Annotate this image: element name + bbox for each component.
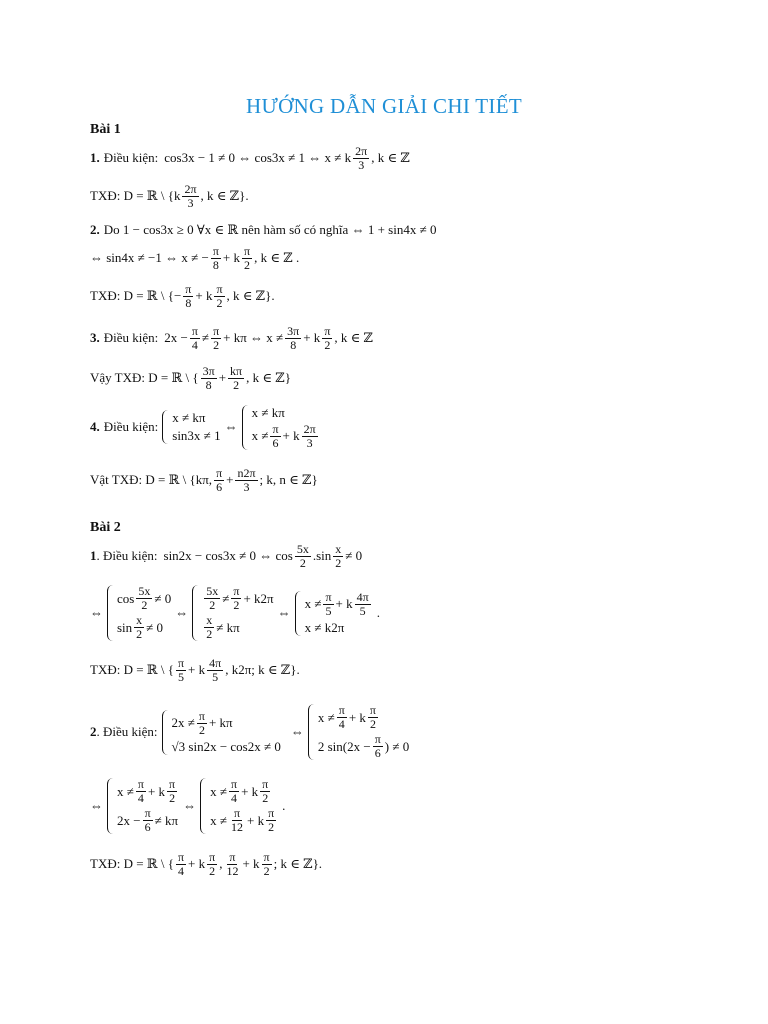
math-expr: TXĐ: D = ℝ \ {k [90, 188, 181, 203]
page-title: HƯỚNG DẪN GIẢI CHI TIẾT [246, 94, 522, 118]
equivalence-arrow: ⇔ [175, 605, 189, 620]
condition-label: Điều kiện: [103, 330, 159, 345]
equation-system: x ≠ kπ x ≠ $\frac{\pi}{6}$ + k $\frac{2\pi}{3}$ [242, 405, 320, 450]
math-expr: , k ∈ ℤ} [246, 370, 291, 385]
equation-system: x ≠ kπ sin3x ≠ 1 [162, 410, 220, 444]
fraction: $\frac{\pi}{4}$ [191, 323, 198, 352]
equation-system: 2x ≠ $\frac{\pi}{2}$ + kπ √3 sin2x − cos2x ≠ 0 [162, 710, 281, 755]
math-expr: , [219, 856, 223, 871]
condition-label: Điều kiện: [103, 419, 159, 434]
item-number: 4. [90, 419, 100, 434]
fraction: $\frac{x}{2}$ [335, 541, 342, 570]
math-expr: ; k, n ∈ ℤ} [259, 472, 318, 487]
bai1-line-8 [90, 400, 324, 454]
math-expr: Vậy TXĐ: D = ℝ \ { [90, 370, 199, 385]
fraction: $\frac{3\pi}{8}$ [287, 323, 300, 352]
item-number: 1. [90, 150, 100, 165]
math-expr: ≠ 0 [345, 548, 363, 563]
math-expr: , k ∈ ℤ}. [200, 188, 249, 203]
math-expr: + k [188, 856, 206, 871]
item-number: 1 [90, 548, 97, 563]
period: . [376, 605, 380, 620]
math-expr: , k ∈ ℤ [371, 150, 410, 165]
section-heading-bai-1: Bài 1 [90, 122, 121, 137]
fraction: $\frac{\pi}{2}$ [244, 243, 251, 272]
equivalence-arrow: ⇔ [183, 798, 197, 813]
math-expr: + k [303, 330, 321, 345]
math-expr: ; k ∈ ℤ}. [273, 856, 323, 871]
equivalence-arrow: ⇔ [90, 798, 103, 813]
bai2-line-6 [90, 844, 322, 884]
fraction: $\frac{\pi}{2}$ [324, 323, 331, 352]
bai1-line-6 [90, 318, 373, 358]
math-expr: cos3x − 1 ≠ 0 ⇔ cos3x ≠ 1 ⇔ x ≠ k [164, 150, 352, 165]
fraction: $\frac{3\pi}{8}$ [202, 363, 215, 392]
bai1-line-5 [90, 276, 275, 316]
bai2-line-4 [90, 700, 413, 764]
fraction: $\frac{\pi}{8}$ [212, 243, 219, 272]
period: . [282, 798, 286, 813]
condition-label: Điều kiện: [103, 150, 159, 165]
math-expr: + k [188, 662, 206, 677]
fraction: $\frac{\pi}{4}$ [177, 849, 185, 878]
math-expr: TXĐ: D = ℝ \ {− [90, 288, 182, 303]
condition-label: . Điều kiện: [96, 548, 158, 563]
fraction: $\frac{n2\pi}{3}$ [237, 465, 256, 494]
math-expr: + k [242, 856, 260, 871]
math-expr: TXĐ: D = ℝ \ { [90, 856, 174, 871]
math-expr: ⇔ sin4x ≠ −1 ⇔ x ≠ − [90, 250, 209, 265]
fraction: $\frac{\pi}{6}$ [216, 465, 223, 494]
equivalence-arrow: ⇔ [277, 605, 291, 620]
condition-label: . Điều kiện: [96, 724, 158, 739]
equivalence-arrow: ⇔ [90, 605, 103, 620]
math-expr: TXĐ: D = ℝ \ { [90, 662, 174, 677]
math-expr: , k ∈ ℤ}. [226, 288, 275, 303]
equation-system: x ≠ $\frac{\pi}{4}$ + k $\frac{\pi}{2}$ x ≠ $\frac{\pi}{12}$ + k $\frac{\pi}{2}$ [200, 778, 278, 834]
equation-system: x ≠ $\frac{\pi}{5}$ + k $\frac{4\pi}{5}$ x ≠ k2π [295, 591, 373, 636]
fraction: $\frac{\pi}{2}$ [209, 849, 216, 878]
math-expr: , k ∈ ℤ [334, 330, 373, 345]
math-expr: + [218, 370, 227, 385]
fraction: $\frac{5x}{2}$ [296, 541, 309, 570]
fraction: $\frac{\pi}{2}$ [263, 849, 270, 878]
bai2-line-3 [90, 650, 300, 690]
bai1-line-4 [90, 238, 299, 278]
math-expr: Do 1 − cos3x ≥ 0 ∀x ∈ ℝ nên hàm số có nghĩa ⇔ 1 + sin4x ≠ 0 [103, 222, 437, 237]
fraction: $\frac{\pi}{12}$ [226, 849, 239, 878]
fraction: $\frac{\pi}{8}$ [185, 281, 192, 310]
bai2-line-5 [90, 772, 285, 840]
section-heading-bai-2: Bài 2 [90, 520, 121, 535]
bai1-line-7 [90, 358, 291, 398]
math-expr: ≠ [201, 330, 210, 345]
math-expr: + k [222, 250, 241, 265]
bai1-line-1 [90, 138, 410, 178]
math-expr: + kπ ⇔ x ≠ [223, 330, 284, 345]
math-expr: .sin [312, 548, 332, 563]
item-number: 2 [90, 724, 97, 739]
equivalence-arrow: ⇔ [224, 419, 238, 434]
math-expr: + [226, 472, 234, 487]
bai1-line-9 [90, 460, 318, 500]
math-expr: + k [195, 288, 213, 303]
fraction: $\frac{\pi}{2}$ [216, 281, 223, 310]
equation-system: $\frac{5x}{2}$ ≠ $\frac{\pi}{2}$ + k2π $\frac{x}{2}$ ≠ kπ [192, 585, 273, 641]
equation-system: x ≠ $\frac{\pi}{4}$ + k $\frac{\pi}{2}$ 2 sin(2x − $\frac{\pi}{6}$ ) ≠ 0 [308, 704, 409, 760]
equivalence-arrow: ⇔ [290, 724, 304, 739]
fraction: $\frac{k\pi}{2}$ [230, 363, 243, 392]
math-expr: 2x − [164, 330, 188, 345]
fraction: $\frac{2\pi}{3}$ [184, 181, 197, 210]
math-expr: , k ∈ ℤ . [254, 250, 300, 265]
equation-system: cos $\frac{5x}{2}$ ≠ 0 sin $\frac{x}{2}$ ≠ 0 [107, 585, 171, 641]
fraction: $\frac{2\pi}{3}$ [355, 143, 368, 172]
item-number: 2. [90, 222, 100, 237]
fraction: $\frac{\pi}{2}$ [213, 323, 220, 352]
bai2-line-2 [90, 578, 380, 648]
math-expr: Vật TXĐ: D = ℝ \ {kπ, [90, 472, 213, 487]
equation-system: x ≠ $\frac{\pi}{4}$ + k $\frac{\pi}{2}$ 2x − $\frac{\pi}{6}$ ≠ kπ [107, 778, 179, 834]
fraction: $\frac{4\pi}{5}$ [209, 655, 222, 684]
item-number: 3. [90, 330, 100, 345]
bai2-line-1 [90, 536, 362, 576]
math-expr: sin2x − cos3x ≠ 0 ⇔ cos [163, 548, 293, 563]
fraction: $\frac{\pi}{5}$ [177, 655, 185, 684]
math-expr: , k2π; k ∈ ℤ}. [225, 662, 300, 677]
